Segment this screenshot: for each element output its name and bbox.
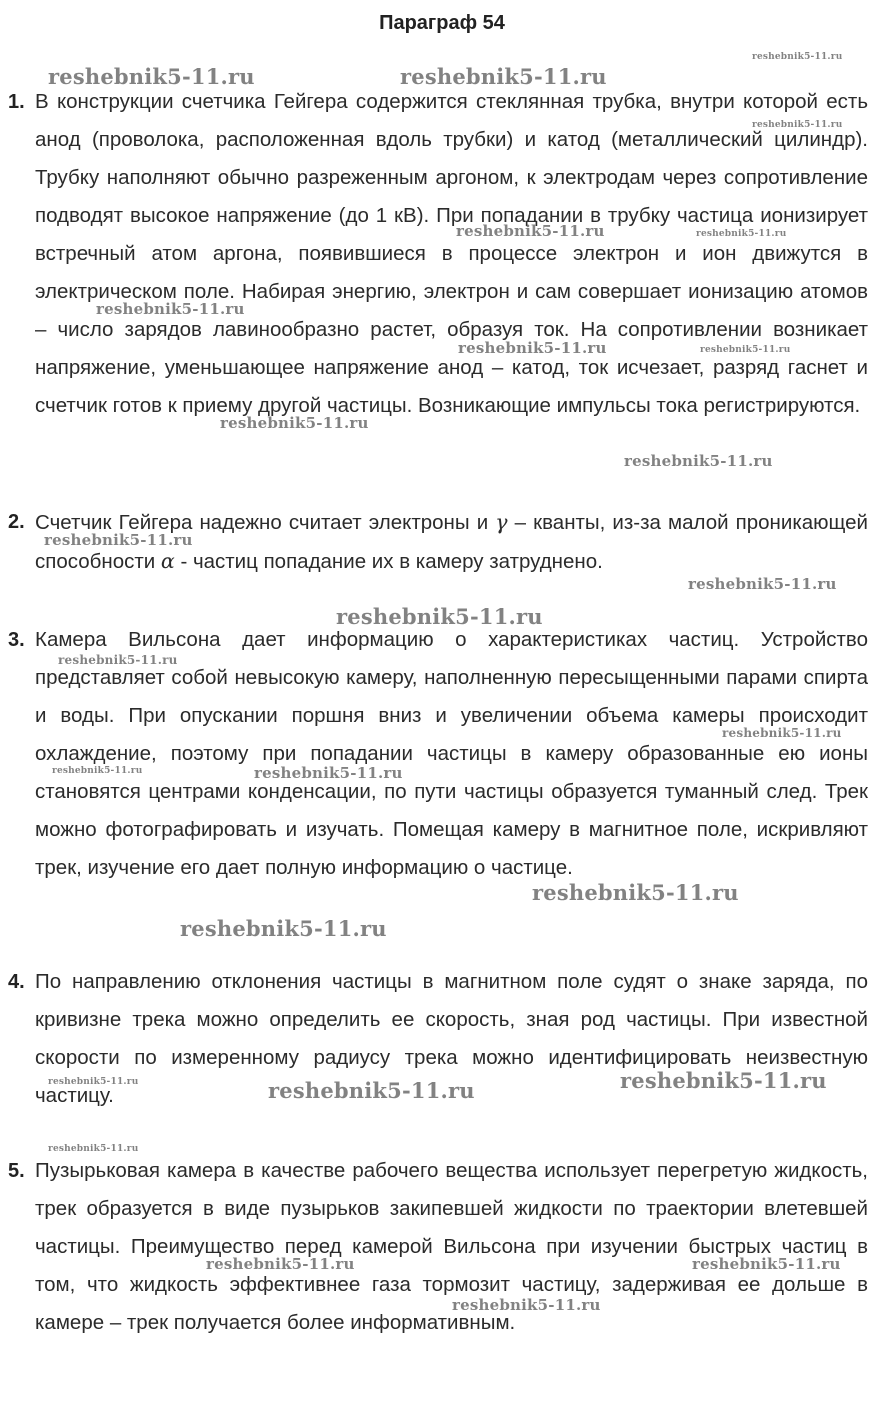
watermark: reshebnik5-11.ru (452, 1296, 601, 1314)
watermark: reshebnik5-11.ru (206, 1255, 355, 1273)
paragraph-1 (0, 83, 868, 425)
text-segment: – кванты, из-за малой проникающей способности (35, 511, 869, 573)
watermark: reshebnik5-11.ru (254, 764, 403, 782)
watermark: reshebnik5-11.ru (180, 916, 387, 941)
watermark: reshebnik5-11.ru (752, 120, 843, 130)
watermark: reshebnik5-11.ru (688, 575, 837, 593)
paragraph-text: Камера Вильсона дает информацию о характеристиках частиц. Устройство представляет собой невысокую камеру, наполненную пересыщенными парами спирта и воды. При опускании поршня вниз и увеличении объема камеры происходит охлаждение, поэтому при попадании частицы в камеру образованные ею ионы становятся центрами конденсации, по пути частицы образуется туманный след. Трек можно фотографировать и изучать. Помещая камеру в магнитное поле, искривляют трек, изучение его дает полную информацию о частице. (35, 628, 868, 879)
page-title: Параграф 54 (379, 12, 505, 34)
watermark: reshebnik5-11.ru (692, 1255, 841, 1273)
paragraph-5 (0, 1152, 868, 1342)
paragraph-text: По направлению отклонения частицы в магнитном поле судят о знаке заряда, по кривизне трека можно определить ее скорость, зная род частицы. При известной скорости по измеренному радиусу трека можно идентифицировать неизвестную частицу. (35, 970, 868, 1107)
watermark: reshebnik5-11.ru (532, 880, 739, 905)
watermark: reshebnik5-11.ru (48, 64, 255, 89)
text-segment: - частиц попадание их в камеру затруднено. (180, 550, 603, 573)
paragraph-4 (0, 963, 868, 1115)
paragraph-number: 1. (8, 91, 25, 113)
text-segment: Счетчик Гейгера надежно считает электроны и (35, 511, 489, 534)
paragraph-number: 5. (8, 1160, 25, 1182)
watermark: reshebnik5-11.ru (58, 653, 178, 667)
paragraph-number: 3. (8, 629, 25, 651)
paragraph-3 (0, 621, 868, 887)
watermark: reshebnik5-11.ru (722, 726, 842, 740)
watermark: reshebnik5-11.ru (44, 531, 193, 549)
watermark: reshebnik5-11.ru (696, 229, 787, 239)
watermark: reshebnik5-11.ru (400, 64, 607, 89)
paragraph-number: 4. (8, 971, 25, 993)
watermark: reshebnik5-11.ru (48, 1077, 139, 1087)
watermark: reshebnik5-11.ru (336, 604, 543, 629)
watermark: reshebnik5-11.ru (48, 1144, 139, 1154)
paragraph-text (35, 503, 868, 581)
watermark: reshebnik5-11.ru (268, 1078, 475, 1103)
watermark: reshebnik5-11.ru (458, 339, 607, 357)
gamma-symbol: γ (495, 510, 508, 534)
paragraph-2 (0, 503, 868, 581)
alpha-symbol: α (160, 549, 175, 573)
watermark: reshebnik5-11.ru (52, 766, 143, 776)
watermark: reshebnik5-11.ru (96, 300, 245, 318)
paragraph-number: 2. (8, 511, 25, 533)
watermark: reshebnik5-11.ru (752, 52, 843, 62)
watermark: reshebnik5-11.ru (700, 345, 791, 355)
watermark: reshebnik5-11.ru (456, 222, 605, 240)
paragraph-text: В конструкции счетчика Гейгера содержится стеклянная трубка, внутри которой есть анод (проволока, расположенная вдоль трубки) и катод (металлический цилиндр). Трубку наполняют обычно разреженным аргоном, к электродам через сопротивление подводят высокое напряжение (до 1 кВ). При попадании в трубку частица ионизирует встречный атом аргона, появившиеся в процессе электрон и ион движутся в электрическом поле. Набирая энергию, электрон и сам совершает ионизацию атомов – число зарядов лавинообразно растет, образуя ток. На сопротивлении возникает напряжение, уменьшающее напряжение анод – катод, ток исчезает, разряд гаснет и счетчик готов к приему другой частицы. Возникающие импульсы тока регистрируются. (35, 90, 868, 417)
watermark: reshebnik5-11.ru (220, 414, 369, 432)
paragraph-text: Пузырьковая камера в качестве рабочего вещества использует перегретую жидкость, трек образуется в виде пузырьков закипевшей жидкости по траектории влетевшей частицы. Преимущество перед камерой Вильсона при изучении быстрых частиц в том, что жидкость эффективнее газа тормозит частицу, задерживая ее дольше в камере – трек получается более информативным. (35, 1159, 868, 1334)
watermark: reshebnik5-11.ru (620, 1068, 827, 1093)
watermark: reshebnik5-11.ru (624, 452, 773, 470)
